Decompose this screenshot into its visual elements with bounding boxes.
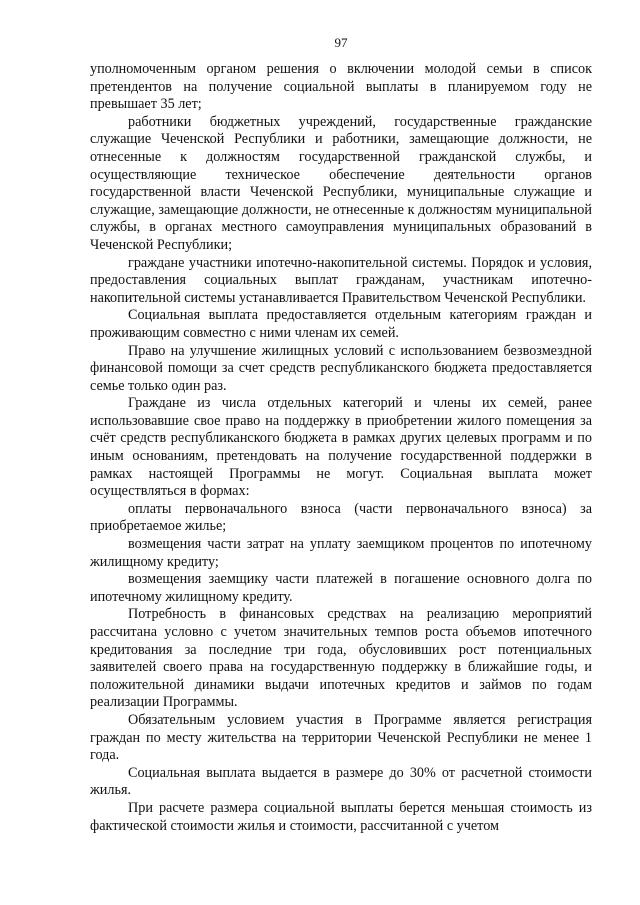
document-page [90,34,592,835]
paragraph: Социальная выплата предоставляется отдельным категориям граждан и проживающим совместно с ними членам их семей. [90,307,592,341]
list-item: оплаты первоначального взноса (части первоначального взноса) за приобретаемое жилье; [90,500,592,535]
paragraph: Социальная выплата выдается в размере до 30% от расчетной стоимости жилья. [90,764,592,799]
paragraph: работники бюджетных учреждений, государственные гражданские служащие Чеченской Республики и работники, замещающие должности, не отнесенные к должностям государственной гражданской службы, и осуществляющие техническое обеспечение деятельности органов государственной власти Чеченской Республики, муниципальные служащие и служащие, замещающие должности, не отнесенные к должностям муниципальной службы, в органах местного самоуправления муниципальных образований в Чеченской Республики; [90,113,592,253]
page-number: 97 [334,35,348,50]
paragraph: уполномоченным органом решения о включении молодой семьи в список претендентов на получение социальной выплаты в планируемом году не превышает 35 лет; [90,61,592,113]
paragraph: Обязательным условием участия в Программе является регистрация граждан по месту жительства на территории Чеченской Республики не менее 1 года. [90,711,592,764]
list-item: возмещения заемщику части платежей в погашение основного долга по ипотечному жилищному кредиту. [90,571,592,605]
paragraph: При расчете размера социальной выплаты берется меньшая стоимость из фактической стоимости жилья и стоимости, рассчитанной с учетом [90,799,592,834]
paragraph: Потребность в финансовых средствах на реализацию мероприятий рассчитана условно с учетом значительных темпов роста объемов ипотечного кредитования за последние три года, обусловивших рост потенциальных заявителей своего права на государственную поддержку в ближайшие годы, и положительной динамики выдачи ипотечных кредитов и займов по годам реализации Программы. [90,606,592,711]
paragraph: Право на улучшение жилищных условий с использованием безвозмездной финансовой помощи за счет средств республиканского бюджета предоставляется семье только один раз. [90,342,592,394]
document-body [90,61,592,835]
list-item: возмещения части затрат на уплату заемщиком процентов по ипотечному жилищному кредиту; [90,536,592,570]
paragraph: граждане участники ипотечно-накопительной системы. Порядок и условия, предоставления социальных выплат гражданам, участникам ипотечно-накопительной системы устанавливается Правительством Чеченской Республики. [90,254,592,306]
paragraph: Граждане из числа отдельных категорий и члены их семей, ранее использовавшие свое право на поддержку в приобретении жилого помещения за счёт средств республиканского бюджета в рамках других целевых программ и по иным основаниям, претендовать на получение государственной поддержки в рамках настоящей Программы не могут. Социальная выплата может осуществляться в формах: [90,395,592,500]
